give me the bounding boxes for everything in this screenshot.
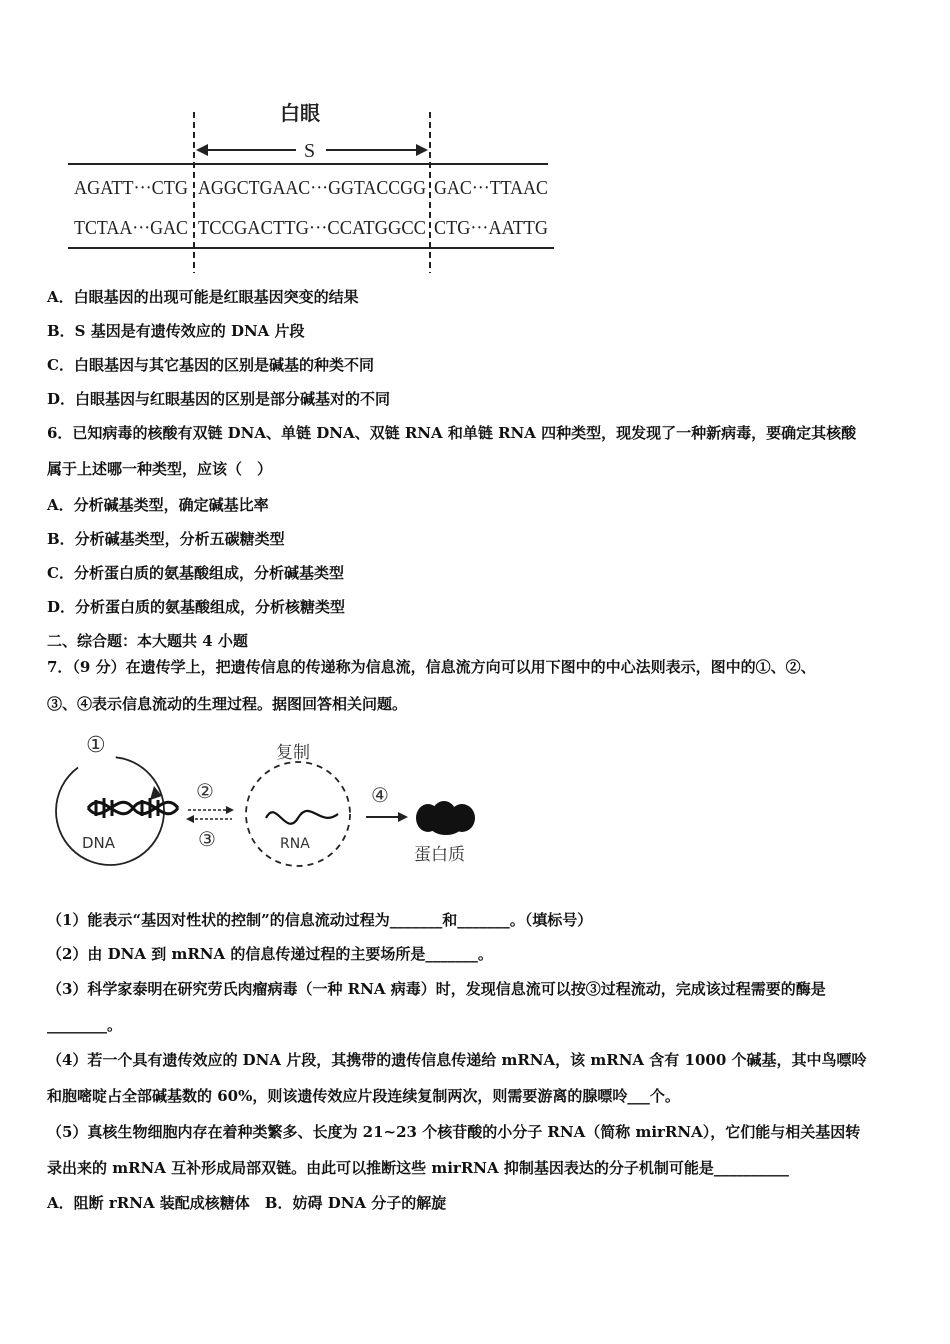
q6-option-b: B．分析碱基类型，分析五碳糖类型 [47,530,285,548]
process-1-label: ① [86,733,106,758]
q7-sub2: （2）由 DNA 到 mRNA 的信息传递过程的主要场所是_______。 [47,945,493,963]
q7-stem-line1: 7．（9 分）在遗传学上，把遗传信息的传递称为信息流，信息流方向可以用下图中的中心法则表示，图中的①、②、 [47,658,816,676]
q7-sub3-line2: ________。 [47,1016,123,1034]
seq-row2-left: TCTAA···GAC [74,217,188,239]
replication-label: 复制 [276,743,310,763]
seq-row1-left: AGATT···CTG [74,177,188,199]
q7-sub5-options: A．阻断 rRNA 装配成核糖体 B．妨碍 DNA 分子的解旋 [47,1194,447,1212]
process-4-label: ④ [371,783,389,807]
q7-stem-line2: ③、④表示信息流动的生理过程。据图回答相关问题。 [47,695,408,713]
protein-label: 蛋白质 [414,845,465,865]
q5-option-b: B．S 基因是有遗传效应的 DNA 片段 [47,322,305,340]
s-gene-label: S [304,140,316,162]
process-2-label: ② [196,779,214,803]
section2-title: 二、综合题：本大题共 4 小题 [47,632,248,650]
q7-sub5-line2: 录出来的 mRNA 互补形成局部双链。由此可以推断这些 mirRNA 抑制基因表达的分子机制可能是__________ [47,1159,789,1177]
protein-blob-icon [416,801,475,835]
process-3-label: ③ [198,827,216,851]
q6-option-a: A．分析碱基类型，确定碱基比率 [47,496,269,514]
q6-stem-line2: 属于上述哪一种类型，应该（ ） [47,460,273,478]
rna-strand-icon [266,811,338,824]
q7-sub5-line1: （5）真核生物细胞内存在着种类繁多、长度为 21~23 个核苷酸的小分子 RNA（简称 mirRNA），它们能与相关基因转 [47,1123,861,1141]
q6-stem-line1: 6．已知病毒的核酸有双链 DNA、单链 DNA、双链 RNA 和单链 RNA 四种类型，现发现了一种新病毒，要确定其核酸 [47,424,857,442]
q5-option-a: A．白眼基因的出现可能是红眼基因突变的结果 [47,288,359,306]
white-eye-title: 白眼 [280,101,320,125]
seq-row2-middle: TCCGACTTG···CCATGGCC [198,217,426,239]
q7-sub3-line1: （3）科学家泰明在研究劳氏肉瘤病毒（一种 RNA 病毒）时，发现信息流可以按③过程流动，完成该过程需要的酶是 [47,980,826,998]
q7-sub1: （1）能表示“基因对性状的控制”的信息流动过程为_______和_______。（填标号） [47,911,593,929]
q7-sub4-line2: 和胞嘧啶占全部碱基数的 60%，则该遗传效应片段连续复制两次，则需要游离的腺嘌呤___个。 [47,1087,680,1105]
central-dogma-figure [48,728,498,878]
dna-label: DNA [82,834,116,852]
seq-row2-right: CTG···AATTG [434,217,548,239]
q6-option-c: C．分析蛋白质的氨基酸组成，分析碱基类型 [47,564,344,582]
seq-row1-middle: AGGCTGAAC···GGTACCGG [198,177,426,199]
q7-sub4-line1: （4）若一个具有遗传效应的 DNA 片段，其携带的遗传信息传递给 mRNA，该 mRNA 含有 1000 个碱基，其中鸟嘌呤 [47,1051,867,1069]
q5-option-c: C．白眼基因与其它基因的区别是碱基的种类不同 [47,356,374,374]
rna-label: RNA [280,836,310,852]
gene-sequence-figure [68,98,568,278]
q5-option-d: D．白眼基因与红眼基因的区别是部分碱基对的不同 [47,390,391,408]
seq-row1-right: GAC···TTAAC [434,177,548,199]
q6-option-d: D．分析蛋白质的氨基酸组成，分析核糖类型 [47,598,346,616]
